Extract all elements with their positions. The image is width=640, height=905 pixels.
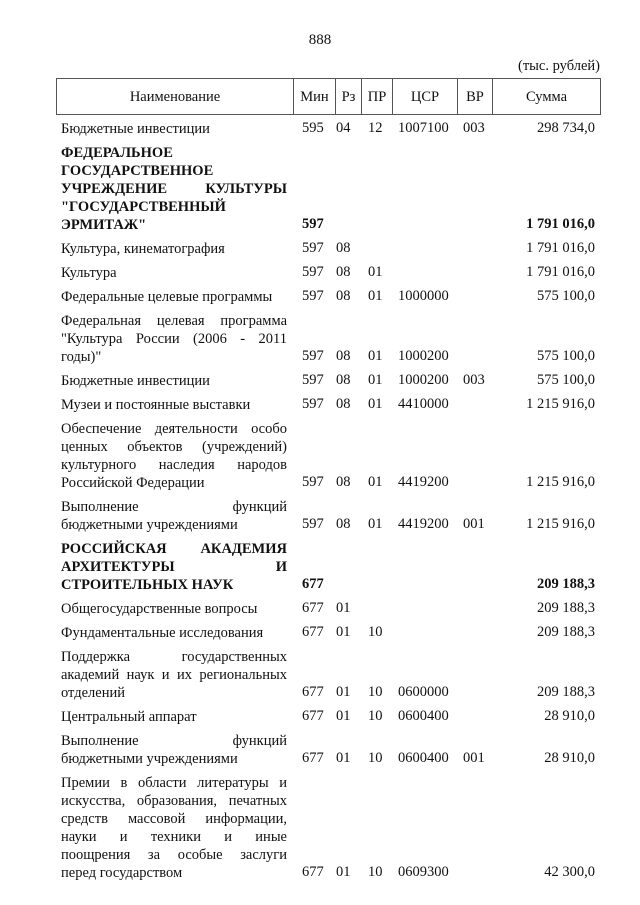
row-min: 597	[302, 216, 324, 232]
row-min: 597	[302, 288, 324, 304]
row-name-line: СТРОИТЕЛЬНЫХ НАУК	[61, 577, 234, 593]
header-rz: Рз	[336, 79, 362, 114]
row-min: 597	[302, 264, 324, 280]
row-pr: 01	[368, 396, 383, 412]
row-sum: 209 188,3	[537, 684, 595, 700]
row-rz: 01	[336, 864, 351, 880]
row-name	[61, 732, 287, 768]
row-name-line: Общегосударственные вопросы	[61, 601, 258, 617]
row-name-line: АРХИТЕКТУРЫ И	[61, 559, 287, 575]
row-vr: 003	[463, 120, 485, 136]
row-rz: 08	[336, 288, 351, 304]
row-csr: 4410000	[398, 396, 449, 412]
row-name-line: Выполнение функций	[61, 499, 287, 515]
row-name-line: Федеральная целевая программа	[61, 313, 287, 329]
row-csr: 1007100	[398, 120, 449, 136]
row-name-line: Культура	[61, 265, 117, 281]
row-min: 677	[302, 750, 324, 766]
row-sum: 575 100,0	[537, 348, 595, 364]
row-name-line: Бюджетные инвестиции	[61, 373, 210, 389]
row-name	[61, 600, 287, 618]
row-rz: 01	[336, 708, 351, 724]
row-name-line: культурного наследия народов	[61, 457, 287, 473]
row-name-line: Бюджетные инвестиции	[61, 121, 210, 137]
row-rz: 08	[336, 240, 351, 256]
row-csr: 4419200	[398, 474, 449, 490]
row-csr: 1000200	[398, 348, 449, 364]
row-name-line: ГОСУДАРСТВЕННОЕ	[61, 163, 214, 179]
row-name-line: "Культура России (2006 - 2011	[61, 331, 287, 347]
row-min: 597	[302, 372, 324, 388]
row-name	[61, 708, 287, 726]
row-name-line: Федеральные целевые программы	[61, 289, 273, 305]
row-name-line: поощрения за особые заслуги	[61, 847, 287, 863]
row-sum: 575 100,0	[537, 372, 595, 388]
row-csr: 0600000	[398, 684, 449, 700]
row-vr: 003	[463, 372, 485, 388]
row-min: 597	[302, 240, 324, 256]
row-pr: 01	[368, 516, 383, 532]
page-number: 888	[308, 32, 332, 48]
row-name-line: Культура, кинематография	[61, 241, 225, 257]
row-name-line: Фундаментальные исследования	[61, 625, 264, 641]
table-header	[56, 78, 601, 115]
row-name	[61, 264, 287, 282]
row-name-line: Центральный аппарат	[61, 709, 197, 725]
row-sum: 298 734,0	[537, 120, 595, 136]
row-min: 595	[302, 120, 324, 136]
row-csr: 0600400	[398, 708, 449, 724]
row-name-line: бюджетными учреждениями	[61, 751, 238, 767]
header-sum: Сумма	[525, 89, 568, 105]
row-name-line: Выполнение функций	[61, 733, 287, 749]
header-pr: ПР	[362, 79, 393, 114]
row-name-line: "ГОСУДАРСТВЕННЫЙ	[61, 199, 226, 215]
units-label: (тыс. рублей)	[518, 58, 600, 74]
row-name	[61, 624, 287, 642]
row-rz: 08	[336, 264, 351, 280]
row-min: 677	[302, 684, 324, 700]
row-sum: 1 215 916,0	[526, 396, 595, 412]
header-min: Мин	[294, 79, 336, 114]
row-rz: 01	[336, 684, 351, 700]
row-pr: 10	[368, 750, 383, 766]
row-pr: 10	[368, 684, 383, 700]
row-vr: 001	[463, 516, 485, 532]
row-pr: 10	[368, 864, 383, 880]
row-name-line: ЭРМИТАЖ"	[61, 217, 147, 233]
row-csr: 0609300	[398, 864, 449, 880]
row-csr: 0600400	[398, 750, 449, 766]
row-pr: 01	[368, 372, 383, 388]
row-name	[61, 648, 287, 702]
row-name-line: искусства, образования, печатных	[61, 793, 287, 809]
row-name	[61, 498, 287, 534]
row-pr: 12	[368, 120, 383, 136]
row-name-line: академий наук и их региональных	[61, 667, 287, 683]
row-name-line: Поддержка государственных	[61, 649, 287, 665]
row-min: 677	[302, 864, 324, 880]
row-rz: 08	[336, 516, 351, 532]
row-sum: 42 300,0	[544, 864, 595, 880]
row-name-line: перед государством	[61, 865, 183, 881]
row-name-line: годы)"	[61, 349, 102, 365]
row-vr: 001	[463, 750, 485, 766]
row-name-line: отделений	[61, 685, 125, 701]
row-rz: 08	[336, 474, 351, 490]
row-rz: 04	[336, 120, 351, 136]
row-name	[61, 312, 287, 366]
row-sum: 209 188,3	[537, 576, 595, 592]
row-sum: 28 910,0	[544, 750, 595, 766]
row-name-line: Обеспечение деятельности особо	[61, 421, 287, 437]
row-sum: 28 910,0	[544, 708, 595, 724]
row-min: 677	[302, 600, 324, 616]
row-pr: 01	[368, 264, 383, 280]
row-pr: 01	[368, 348, 383, 364]
row-sum: 209 188,3	[537, 624, 595, 640]
row-sum: 1 215 916,0	[526, 516, 595, 532]
row-name	[61, 420, 287, 492]
row-min: 677	[302, 624, 324, 640]
row-sum: 1 791 016,0	[526, 264, 595, 280]
row-rz: 01	[336, 750, 351, 766]
row-pr: 01	[368, 288, 383, 304]
row-sum: 1 791 016,0	[526, 240, 595, 256]
row-rz: 08	[336, 348, 351, 364]
row-csr: 1000200	[398, 372, 449, 388]
row-name-line: УЧРЕЖДЕНИЕ КУЛЬТУРЫ	[61, 181, 287, 197]
row-name-line: РОССИЙСКАЯ АКАДЕМИЯ	[61, 541, 287, 557]
row-name	[61, 288, 287, 306]
row-name-line: ФЕДЕРАЛЬНОЕ	[61, 145, 173, 161]
header-vr: ВР	[458, 79, 493, 114]
row-name	[61, 774, 287, 882]
row-name-line: бюджетными учреждениями	[61, 517, 238, 533]
row-name-line: Российской Федерации	[61, 475, 205, 491]
row-name-line: науки и техники и иные	[61, 829, 287, 845]
row-sum: 575 100,0	[537, 288, 595, 304]
row-rz: 08	[336, 396, 351, 412]
row-name-line: Музеи и постоянные выставки	[61, 397, 251, 413]
row-min: 597	[302, 396, 324, 412]
row-name	[61, 240, 287, 258]
row-name	[61, 120, 287, 138]
row-min: 597	[302, 348, 324, 364]
row-min: 597	[302, 474, 324, 490]
row-min: 677	[302, 708, 324, 724]
row-name	[61, 372, 287, 390]
row-csr: 4419200	[398, 516, 449, 532]
row-csr: 1000000	[398, 288, 449, 304]
row-name	[61, 144, 287, 234]
row-pr: 10	[368, 708, 383, 724]
row-rz: 01	[336, 624, 351, 640]
row-rz: 01	[336, 600, 351, 616]
row-name-line: средств массовой информации,	[61, 811, 287, 827]
row-pr: 10	[368, 624, 383, 640]
header-csr: ЦСР	[393, 79, 458, 114]
row-sum: 1 791 016,0	[526, 216, 595, 232]
row-pr: 01	[368, 474, 383, 490]
row-sum: 209 188,3	[537, 600, 595, 616]
header-name: Наименование	[57, 79, 294, 114]
row-name	[61, 540, 287, 594]
row-sum: 1 215 916,0	[526, 474, 595, 490]
row-min: 677	[302, 576, 324, 592]
row-name-line: Премии в области литературы и	[61, 775, 287, 791]
row-rz: 08	[336, 372, 351, 388]
row-min: 597	[302, 516, 324, 532]
row-name	[61, 396, 287, 414]
row-name-line: ценных объектов (учреждений)	[61, 439, 287, 455]
